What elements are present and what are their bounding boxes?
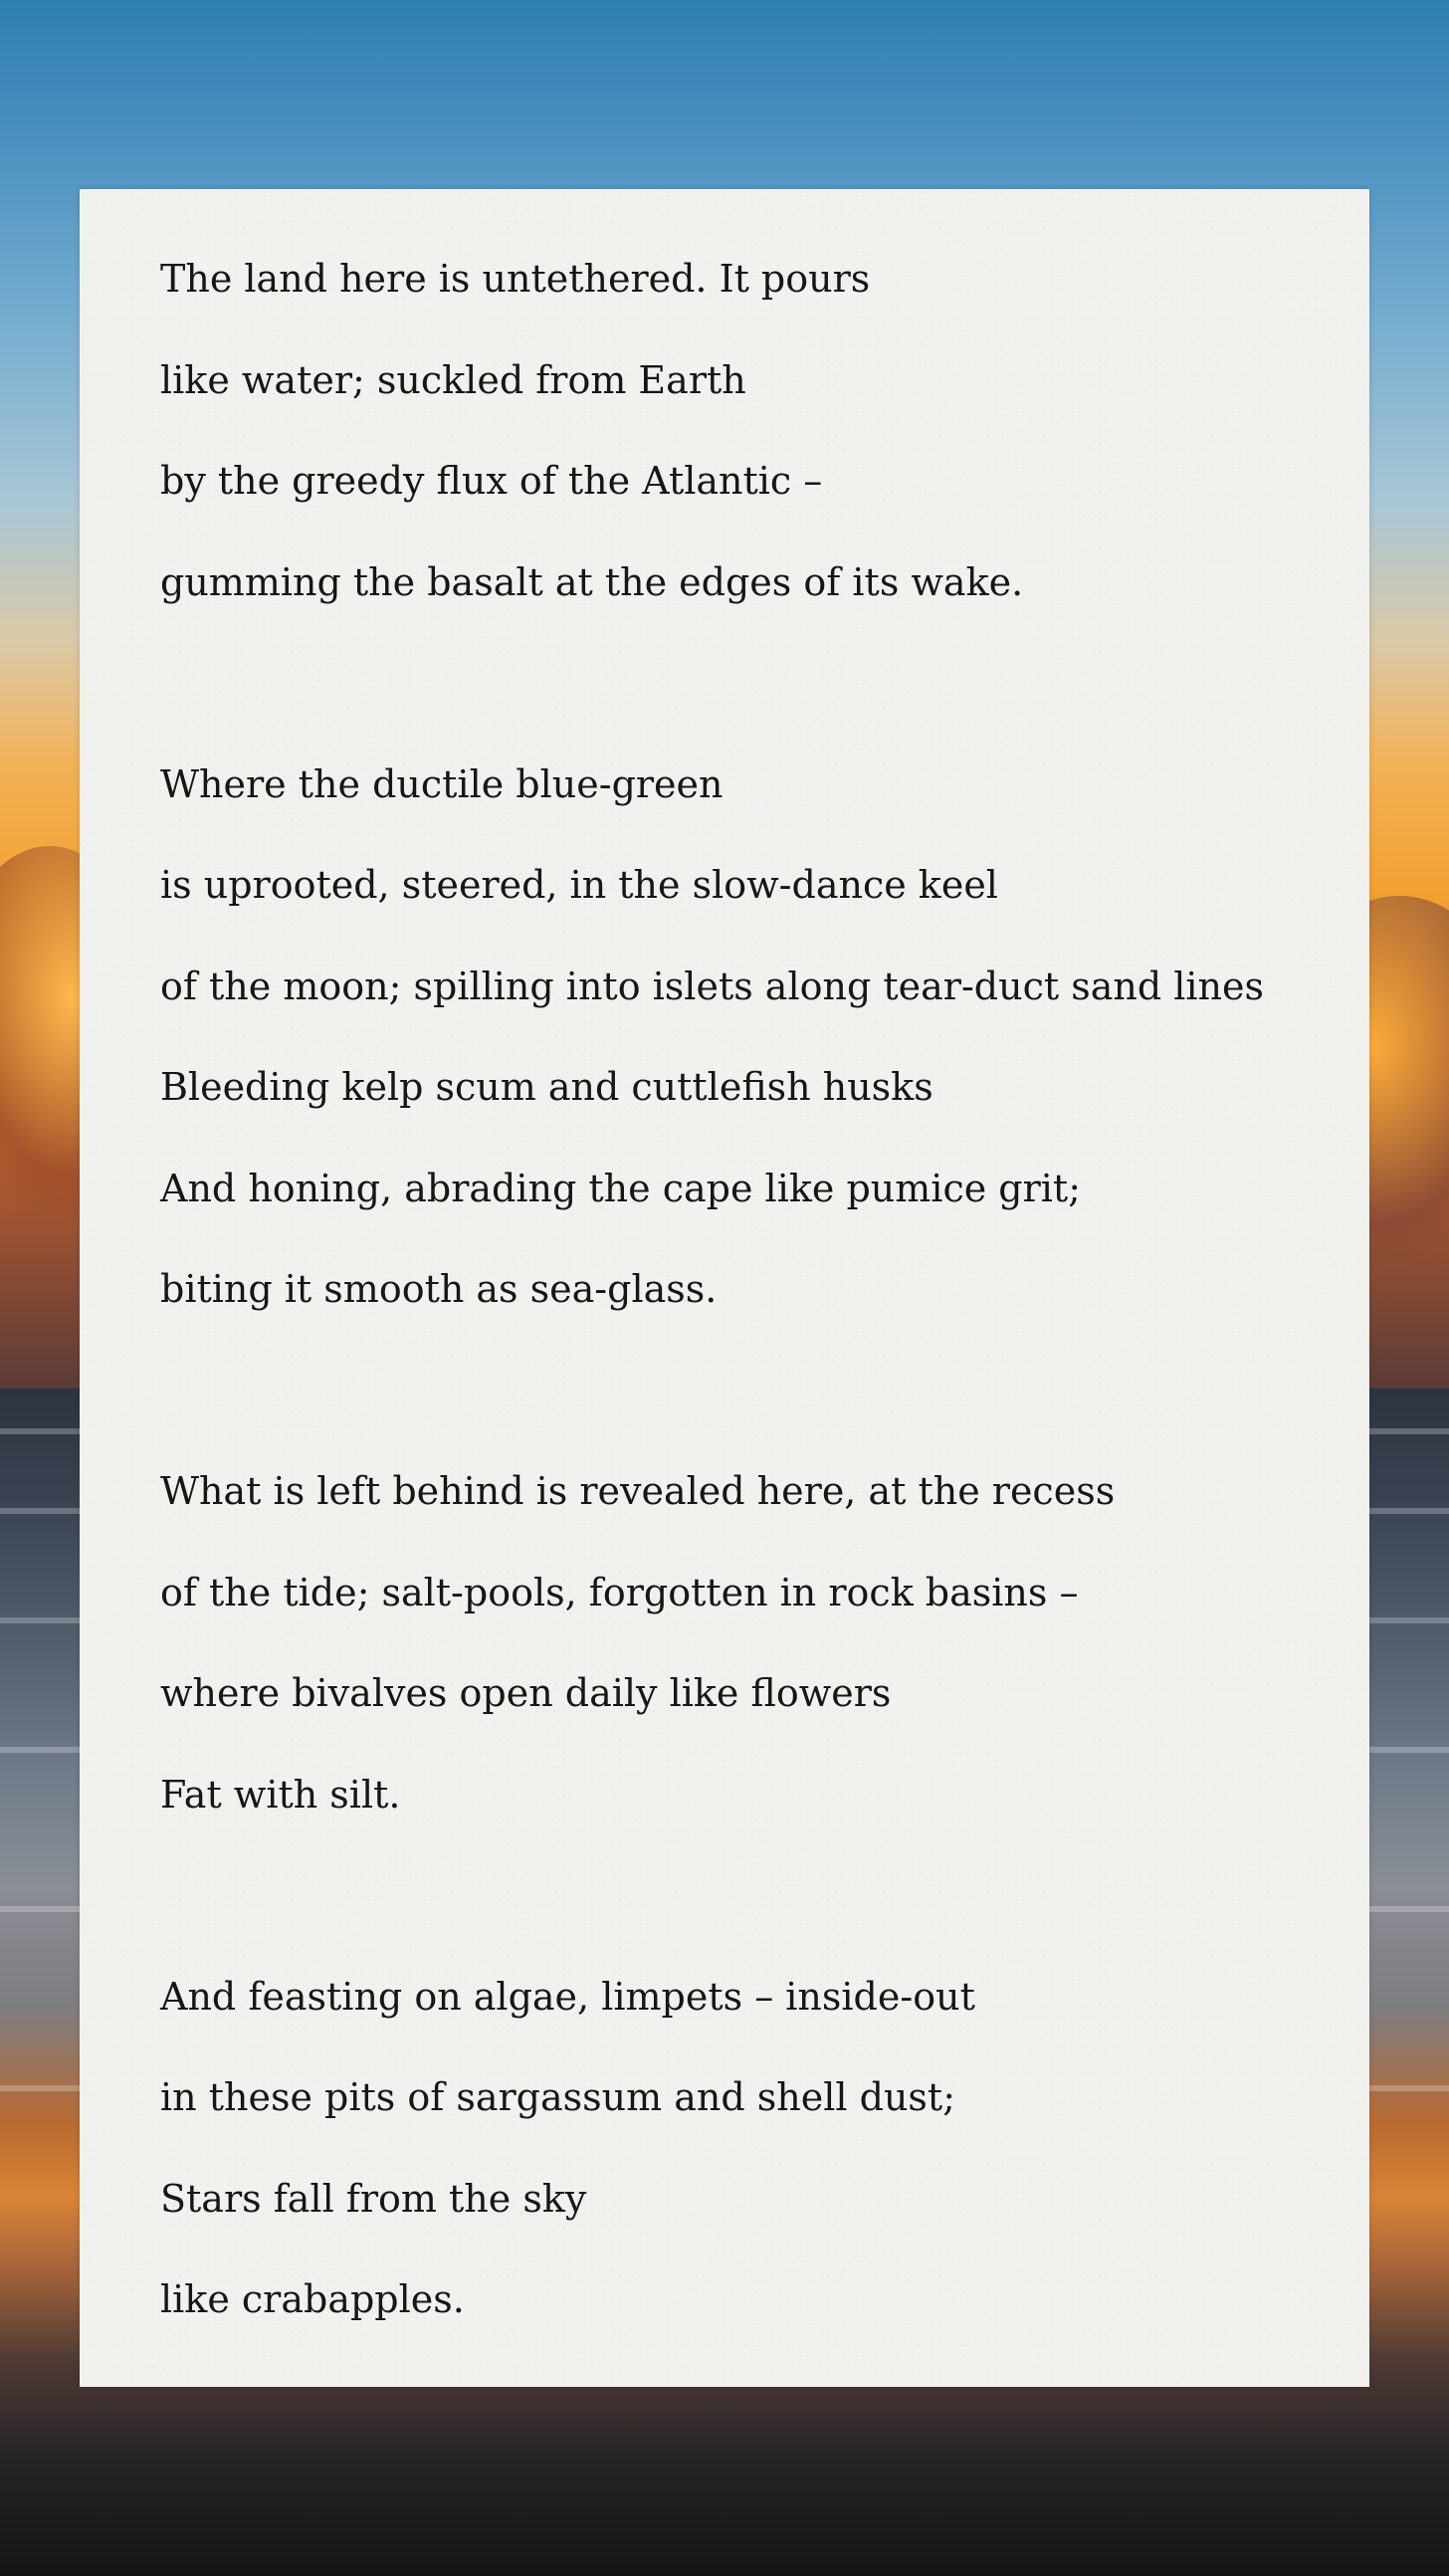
poem-line: And honing, abrading the cape like pumice grit; bbox=[160, 1166, 1082, 1210]
poem-line: gumming the basalt at the edges of its wake. bbox=[160, 559, 1024, 604]
poem-line: like water; suckled from Earth bbox=[160, 357, 746, 402]
poem-line: in these pits of sargassum and shell dust; bbox=[160, 2075, 956, 2119]
poem-line: What is left behind is revealed here, at the recess bbox=[160, 1469, 1116, 1513]
poem-line: Stars fall from the sky bbox=[160, 2176, 587, 2221]
poem-line: of the moon; spilling into islets along tear-duct sand lines bbox=[160, 964, 1265, 1008]
poem-line: Fat with silt. bbox=[160, 1772, 401, 1817]
stanza-break bbox=[160, 1361, 1305, 1462]
poem-line: by the greedy flux of the Atlantic – bbox=[160, 459, 823, 503]
poem-line: Bleeding kelp scum and cuttlefish husks bbox=[160, 1065, 933, 1109]
stanza-break bbox=[160, 1865, 1305, 1967]
poem-line: is uprooted, steered, in the slow-dance keel bbox=[160, 863, 998, 907]
stanza-break bbox=[160, 653, 1305, 754]
poem-line: Where the ductile blue-green bbox=[160, 761, 724, 806]
poem-line: biting it smooth as sea-glass. bbox=[160, 1267, 718, 1311]
poem-line: like crabapples. bbox=[160, 2277, 465, 2321]
poem-line: The land here is untethered. It pours bbox=[160, 257, 871, 301]
poem-line: where bivalves open daily like flowers bbox=[160, 1671, 892, 1715]
poem-line: of the tide; salt-pools, forgotten in rock basins – bbox=[160, 1570, 1079, 1614]
poem-line: And feasting on algae, limpets – inside-out bbox=[160, 1974, 975, 2019]
poem-text bbox=[160, 249, 1305, 2371]
